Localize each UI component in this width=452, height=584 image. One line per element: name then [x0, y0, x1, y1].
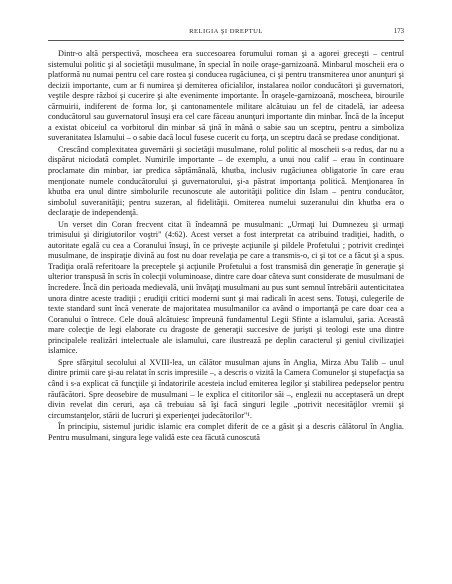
running-header — [48, 26, 404, 41]
body-text — [48, 49, 404, 443]
running-title: RELIGIA ŞI DREPTUL — [189, 28, 263, 35]
book-page — [48, 26, 404, 574]
paragraph: Crescând complexitatea guvernării şi societăţii musulmane, rolul politic al moscheii s-a redus, dar nu a dispărut niciodată complet. Numirile importante – de exemplu, a unui nou calif – erau în continuare proclamate din minbar, iar predica săptămânală, khutba, inclusiv rugăciunea obligatorie în care erau menţionate numele conducătorului şi guvernatorului, şi-a păstrat importanţa politică. Menţionarea în khutba era unul dintre simbolurile recunoscute ale autorităţii politice din Islam – pentru conducător, simbolul suveranităţii; pentru suzeran, al fidelităţii. Omiterea numelui suzeranului din khutba era o declaraţie de independenţă. — [48, 144, 404, 218]
paragraph: În principiu, sistemul juridic islamic era complet diferit de ce a găsit şi a descris călătorul în Anglia. Pentru musulmani, singura lege validă este cea făcută cunoscută — [48, 422, 404, 442]
paragraph: Dintr-o altă perspectivă, moscheea era succesoarea forumului roman şi a agorei greceşti – centrul sistemului politic şi al societăţii musulmane, în special în noile oraşe-garnizoană. Minbarul moscheii era o platformă nu numai pentru cel care rostea şi conducea rugăciunea, ci şi pentru transmiterea unor anunţuri şi decizii importante, cum ar fi numirea şi demiterea oficialilor, instalarea noilor conducători şi guvernatori, veştile despre război şi cucerire şi alte evenimente importante. În oraşele-garnizoană, moscheea, birourile cărmuirii, indiferent de forma lor, şi cantonamentele militare alcătuiau un fel de citadelă, iar adeesa conducătorul sau guvernatorul însuşi era cel care făceau anunţuri importante din minbar. Încă de la început a existat obiceiul ca vorbitorul din minbar să ţină în mână o sabie sau un sceptru, pentru a simboliza suveranitatea Islamului – o sabie dacă locul fusese cucerit cu forţa, un sceptru dacă se predase condiţionat. — [48, 49, 404, 143]
paragraph: Spre sfârşitul secolului al XVIII-lea, un călător musulman ajuns în Anglia, Mirza Abu Talib – unul dintre primii care şi-au relatat în scris impresiile –, a descris o vizită la Camera Comunelor şi stupefacţia sa când i s-a explicat că funcţiile şi îndatoririle acesteia includ emiterea legilor şi stabilirea pedepselor pentru răufăcători. Spre deosebire de musulmani – le explica el cititorilor săi –, englezii nu acceptaseră un drept divin revelat din ceruri, aşa că trebuiau să îşi facă singuri legile „potrivit necesităţilor vremii şi circumstanţelor, stării de lucruri şi experienţei judecătorilor"¹. — [48, 357, 404, 420]
page-number: 173 — [393, 28, 404, 35]
paragraph: Un verset din Coran frecvent citat îi îndeamnă pe musulmani: „Urmaţi lui Dumnezeu şi urmaţi trimisului şi dirigiutorilor voştri" (4:62). Acest verset a fost interpretat ca atribuind tradiţiei, hadith, o autoritate egală cu cea a Coranului însuşi, în ce priveşte acţiunile şi pildele Profetului ; potrivit credinţei musulmane, de inspiraţie divină au fost nu doar revelaţia pe care a transmis-o, ci şi tot ce a făcut şi a spus. Tradiţia orală referitoare la preceptele şi acţiunile Profetului a fost transmisă din generaţie în generaţie şi ulterior transpusă în scris în colecţii voluminoase, dintre care doar câteva sunt considerate de musulmani de încredere. Încă din perioada medievală, unii învăţaţi musulmani au pus sunt semnul întrebării autenticitatea unora dintre aceste tradiţii ; erudiţii critici moderni sunt şi mai radicali în acest sens. Totuşi, culegerile de texte standard sunt încă venerate de majoritatea musulmanilor ca având o importanţă pe care doar cea a Coranului o întrece. Cele două alcătuiesc împreună fundamentul Legii Sfinte a islamului, şaria. Această mare colecţie de legi elaborate cu dragoste de generaţii succesive de jurişti şi teologi este una dintre principalele realizări intelectuale ale islamului, care ilustrează pe deplin caracterul şi geniul civilizaţiei islamice. — [48, 219, 404, 356]
